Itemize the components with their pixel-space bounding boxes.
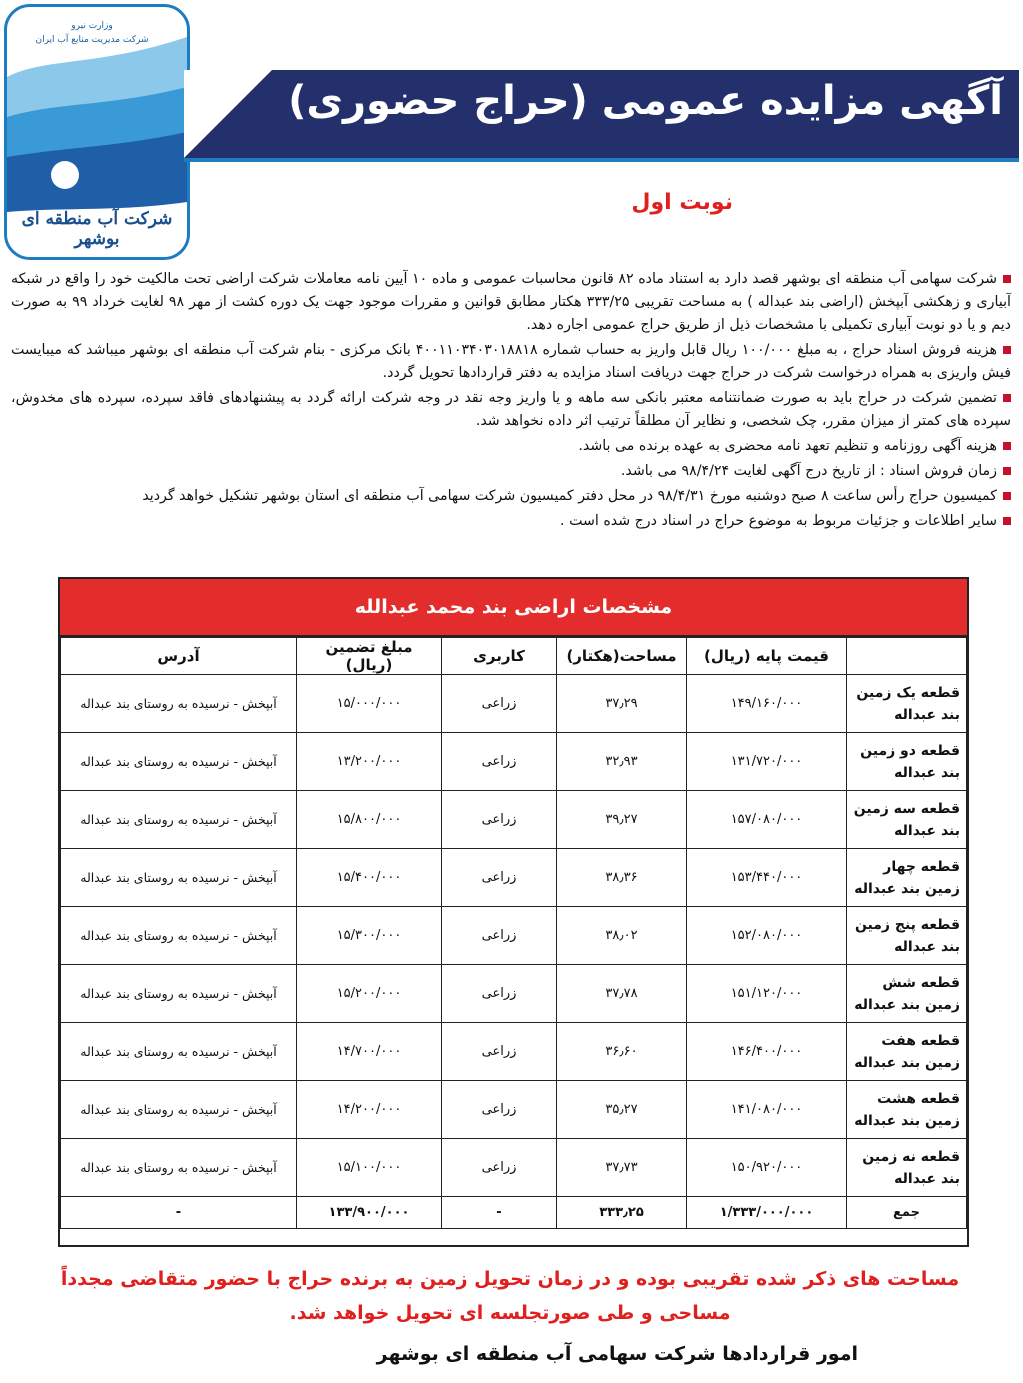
bullet-square-icon — [1003, 394, 1011, 402]
table-cell-land: جمع — [847, 1197, 967, 1229]
bullet-square-icon — [1003, 492, 1011, 500]
table-cell-use: زراعی — [442, 791, 557, 849]
paragraph — [11, 268, 1011, 337]
table-header-row — [61, 638, 967, 675]
land-specs-table — [60, 637, 967, 1229]
paragraph — [11, 460, 1011, 483]
table-cell-land: قطعه یک زمین بند عبداله — [847, 675, 967, 733]
column-header: کاربری — [442, 638, 557, 675]
round-label: نوبت اول — [631, 190, 733, 215]
table-cell-area: ۳۸٫۳۶ — [557, 849, 687, 907]
table-cell-deposit: ۱۳/۲۰۰/۰۰۰ — [297, 733, 442, 791]
paragraph — [11, 387, 1011, 433]
table-title: مشخصات اراضی بند محمد عبدالله — [60, 579, 967, 637]
table-cell-area: ۳۹٫۲۷ — [557, 791, 687, 849]
table-cell-land: قطعه دو زمین بند عبداله — [847, 733, 967, 791]
paragraph — [11, 339, 1011, 385]
table-row — [61, 1139, 967, 1197]
table-cell-deposit: ۱۵/۴۰۰/۰۰۰ — [297, 849, 442, 907]
table-cell-use: - — [442, 1197, 557, 1229]
table-cell-price: ۱/۳۳۳/۰۰۰/۰۰۰ — [687, 1197, 847, 1229]
paragraph — [11, 510, 1011, 533]
table-cell-area: ۳۳۳٫۲۵ — [557, 1197, 687, 1229]
column-header: مبلغ تضمین (ریال) — [297, 638, 442, 675]
table-cell-price: ۱۵۲/۰۸۰/۰۰۰ — [687, 907, 847, 965]
company-logo — [4, 4, 190, 260]
table-cell-area: ۳۵٫۲۷ — [557, 1081, 687, 1139]
table-cell-address: آبپخش - نرسیده به روستای بند عبداله — [61, 791, 297, 849]
table-cell-price: ۱۵۰/۹۲۰/۰۰۰ — [687, 1139, 847, 1197]
table-cell-area: ۳۷٫۷۳ — [557, 1139, 687, 1197]
table-cell-area: ۳۸٫۰۲ — [557, 907, 687, 965]
bullet-square-icon — [1003, 517, 1011, 525]
table-row — [61, 849, 967, 907]
signature: امور قراردادها شرکت سهامی آب منطقه ای بوشهر — [376, 1343, 858, 1365]
table-row — [61, 1023, 967, 1081]
paragraph-text: تضمین شرکت در حراج باید به صورت ضمانتنامه معتبر بانکی سه ماهه و یا واریز وجه نقد در وجه شرکت ارائه گردد به پیشنهادهای فاقد سپرده، سپرده های مخدوش، سپرده های کمتر از میزان مقرر، چک شخصی، و نظایر آن مطلقاً ترتیب اثر داده نخواهد شد. — [11, 390, 1011, 429]
table-cell-use: زراعی — [442, 733, 557, 791]
table-cell-deposit: ۱۴/۲۰۰/۰۰۰ — [297, 1081, 442, 1139]
table-cell-deposit: ۱۴/۷۰۰/۰۰۰ — [297, 1023, 442, 1081]
table-cell-land: قطعه چهار زمین بند عبداله — [847, 849, 967, 907]
table-cell-use: زراعی — [442, 675, 557, 733]
table-cell-area: ۳۷٫۲۹ — [557, 675, 687, 733]
table-cell-address: - — [61, 1197, 297, 1229]
table-cell-use: زراعی — [442, 907, 557, 965]
bullet-square-icon — [1003, 275, 1011, 283]
table-cell-area: ۳۲٫۹۳ — [557, 733, 687, 791]
header-band — [184, 70, 1019, 162]
table-cell-land: قطعه هشت زمین بند عبداله — [847, 1081, 967, 1139]
table-cell-address: آبپخش - نرسیده به روستای بند عبداله — [61, 965, 297, 1023]
logo-ministry-line1: وزارت نیرو — [71, 21, 113, 31]
column-header: آدرس — [61, 638, 297, 675]
table-cell-deposit: ۱۵/۱۰۰/۰۰۰ — [297, 1139, 442, 1197]
column-header — [847, 638, 967, 675]
table-row — [61, 907, 967, 965]
paragraph — [11, 435, 1011, 458]
table-cell-use: زراعی — [442, 1139, 557, 1197]
table-cell-address: آبپخش - نرسیده به روستای بند عبداله — [61, 907, 297, 965]
table-row — [61, 965, 967, 1023]
table-total-row — [61, 1197, 967, 1229]
paragraph-text: سایر اطلاعات و جزئیات مربوط به موضوع حراج در اسناد درج شده است . — [560, 513, 997, 529]
bullet-square-icon — [1003, 467, 1011, 475]
table-cell-use: زراعی — [442, 1023, 557, 1081]
table-row — [61, 675, 967, 733]
paragraph — [11, 485, 1011, 508]
table-cell-land: قطعه سه زمین بند عبداله — [847, 791, 967, 849]
logo-ministry-text — [17, 19, 167, 47]
logo-ministry-line2: شرکت مدیریت منابع آب ایران — [35, 35, 149, 45]
paragraph-text: شرکت سهامی آب منطقه ای بوشهر قصد دارد به استناد ماده ۸۲ قانون محاسبات عمومی و ماده ۱۰ آیین نامه معاملات شرکت اراضی تحت مالکیت خود را واقع در شبکه آبیاری و زهکشی آبپخش (اراضی بند عبداله ) به مساحت تقریبی ۳۳۳/۲۵ هکتار مطابق قوانین و مقررات موجود جهت یک دوره کشت از مهر ۹۸ لغایت خرداد ۹۹ به صورت دیم و یا دو نوبت آبیاری تکمیلی با مشخصات ذیل از طریق حراج عمومی اجاره دهد. — [11, 271, 1011, 333]
table-cell-deposit: ۱۵/۸۰۰/۰۰۰ — [297, 791, 442, 849]
table-cell-address: آبپخش - نرسیده به روستای بند عبداله — [61, 1081, 297, 1139]
table-cell-land: قطعه شش زمین بند عبداله — [847, 965, 967, 1023]
table-cell-area: ۳۶٫۶۰ — [557, 1023, 687, 1081]
paragraph-text: کمیسیون حراج رأس ساعت ۸ صبح دوشنبه مورخ ۹۸/۴/۳۱ در محل دفتر کمیسیون شرکت سهامی آب منطقه ای استان بوشهر تشکیل خواهد گردید — [142, 488, 997, 504]
table-cell-land: قطعه نه زمین بند عبداله — [847, 1139, 967, 1197]
paragraph-text: زمان فروش اسناد : از تاریخ درج آگهی لغایت ۹۸/۴/۲۴ می باشد. — [620, 463, 997, 479]
table-row — [61, 1081, 967, 1139]
table-cell-price: ۱۵۱/۱۲۰/۰۰۰ — [687, 965, 847, 1023]
table-cell-land: قطعه هفت زمین بند عبداله — [847, 1023, 967, 1081]
table-cell-use: زراعی — [442, 1081, 557, 1139]
table-cell-use: زراعی — [442, 965, 557, 1023]
table-cell-address: آبپخش - نرسیده به روستای بند عبداله — [61, 1023, 297, 1081]
land-table — [58, 577, 969, 1247]
table-cell-deposit: ۱۳۳/۹۰۰/۰۰۰ — [297, 1197, 442, 1229]
table-cell-address: آبپخش - نرسیده به روستای بند عبداله — [61, 1139, 297, 1197]
table-cell-price: ۱۴۹/۱۶۰/۰۰۰ — [687, 675, 847, 733]
column-header: قیمت پایه (ریال) — [687, 638, 847, 675]
page-title: آگهی مزایده عمومی (حراج حضوری) — [288, 78, 1003, 124]
notice-body — [11, 268, 1011, 535]
table-cell-price: ۱۳۱/۷۲۰/۰۰۰ — [687, 733, 847, 791]
footnote: مساحت های ذکر شده تقریبی بوده و در زمان تحویل زمین به برنده حراج با حضور متقاضی مجدداً مساحی و طی صورتجلسه ای تحویل خواهد شد. — [60, 1268, 960, 1324]
table-cell-land: قطعه پنج زمین بند عبداله — [847, 907, 967, 965]
table-cell-address: آبپخش - نرسیده به روستای بند عبداله — [61, 733, 297, 791]
bullet-square-icon — [1003, 442, 1011, 450]
table-cell-area: ۳۷٫۷۸ — [557, 965, 687, 1023]
table-cell-price: ۱۴۱/۰۸۰/۰۰۰ — [687, 1081, 847, 1139]
bullet-square-icon — [1003, 346, 1011, 354]
table-row — [61, 733, 967, 791]
table-cell-deposit: ۱۵/۲۰۰/۰۰۰ — [297, 965, 442, 1023]
table-cell-price: ۱۵۷/۰۸۰/۰۰۰ — [687, 791, 847, 849]
table-cell-price: ۱۴۶/۴۰۰/۰۰۰ — [687, 1023, 847, 1081]
table-cell-address: آبپخش - نرسیده به روستای بند عبداله — [61, 849, 297, 907]
table-cell-deposit: ۱۵/۳۰۰/۰۰۰ — [297, 907, 442, 965]
table-row — [61, 791, 967, 849]
table-cell-price: ۱۵۳/۴۴۰/۰۰۰ — [687, 849, 847, 907]
column-header: مساحت(هکتار) — [557, 638, 687, 675]
table-cell-deposit: ۱۵/۰۰۰/۰۰۰ — [297, 675, 442, 733]
paragraph-text: هزینه آگهی روزنامه و تنظیم تعهد نامه محضری به عهده برنده می باشد. — [578, 438, 997, 454]
logo-company-name: شرکت آب منطقه ای بوشهر — [21, 209, 173, 249]
table-cell-use: زراعی — [442, 849, 557, 907]
table-cell-address: آبپخش - نرسیده به روستای بند عبداله — [61, 675, 297, 733]
paragraph-text: هزینه فروش اسناد حراج ، به مبلغ ۱۰۰/۰۰۰ ریال قابل واریز به حساب شماره ۴۰۰۱۱۰۳۴۰۳۰۱۸۸۱۸ بانک مرکزی - بنام شرکت آب منطقه ای بوشهر میباشد که میبایست فیش واریزی به همراه درخواست شرکت در حراج جهت دریافت اسناد مزایده به دفتر قراردادها تحویل گردد. — [11, 342, 1011, 381]
